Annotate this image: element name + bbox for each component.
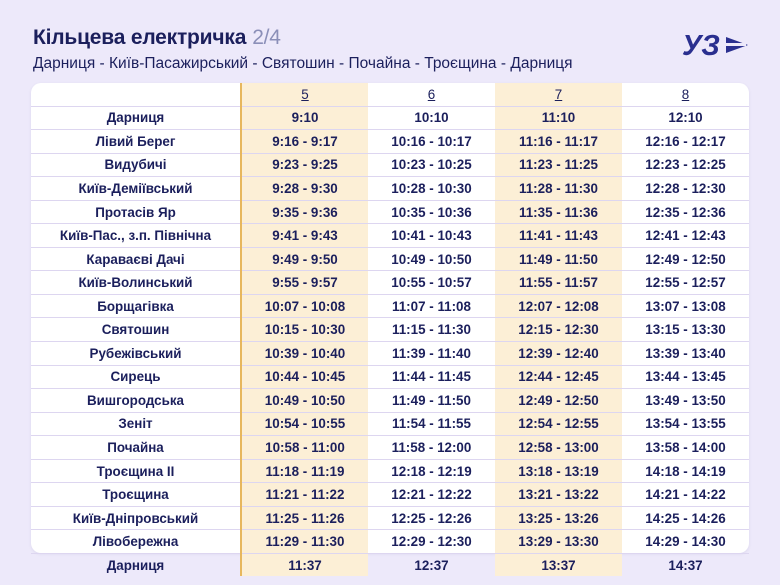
time-cell: 11:49 - 11:50: [368, 389, 495, 413]
station-name: Почайна: [31, 436, 241, 460]
train-header-row: [31, 83, 749, 106]
table-row: [31, 294, 749, 318]
time-cell: 13:37: [495, 553, 622, 576]
time-cell: 11:28 - 11:30: [495, 177, 622, 201]
train-number: 8: [622, 83, 749, 106]
station-name: Київ-Дніпровський: [31, 506, 241, 530]
station-name: Видубичі: [31, 153, 241, 177]
time-cell: 14:18 - 14:19: [622, 459, 749, 483]
station-name: Київ-Волинський: [31, 271, 241, 295]
time-cell: 12:29 - 12:30: [368, 530, 495, 554]
time-cell: 10:41 - 10:43: [368, 224, 495, 248]
time-cell: 10:44 - 10:45: [241, 365, 368, 389]
table-row: [31, 530, 749, 554]
time-cell: 13:21 - 13:22: [495, 483, 622, 507]
time-cell: 12:41 - 12:43: [622, 224, 749, 248]
table-row: [31, 318, 749, 342]
station-name: Борщагівка: [31, 294, 241, 318]
time-cell: 10:54 - 10:55: [241, 412, 368, 436]
station-name: Троєщина II: [31, 459, 241, 483]
table-row: [31, 365, 749, 389]
time-cell: 9:23 - 9:25: [241, 153, 368, 177]
timetable: [31, 83, 749, 576]
time-cell: 13:29 - 13:30: [495, 530, 622, 554]
time-cell: 11:15 - 11:30: [368, 318, 495, 342]
time-cell: 12:58 - 13:00: [495, 436, 622, 460]
station-name: Київ-Пас., з.п. Північна: [31, 224, 241, 248]
time-cell: 12:18 - 12:19: [368, 459, 495, 483]
time-cell: 10:49 - 10:50: [368, 247, 495, 271]
station-name: Протасів Яр: [31, 200, 241, 224]
time-cell: 10:28 - 10:30: [368, 177, 495, 201]
time-cell: 13:58 - 14:00: [622, 436, 749, 460]
time-cell: 12:28 - 12:30: [622, 177, 749, 201]
time-cell: 12:35 - 12:36: [622, 200, 749, 224]
station-name: Троєщина: [31, 483, 241, 507]
time-cell: 11:21 - 11:22: [241, 483, 368, 507]
time-cell: 13:18 - 13:19: [495, 459, 622, 483]
time-cell: 11:54 - 11:55: [368, 412, 495, 436]
time-cell: 12:37: [414, 557, 449, 573]
timetable-card: [31, 83, 749, 573]
time-cell: 12:23 - 12:25: [622, 153, 749, 177]
time-cell: 10:39 - 10:40: [241, 342, 368, 366]
time-cell: 11:23 - 11:25: [495, 153, 622, 177]
time-cell: 10:15 - 10:30: [241, 318, 368, 342]
station-name: Святошин: [31, 318, 241, 342]
station-name: Лівий Берег: [31, 130, 241, 154]
time-cell: 12:49 - 12:50: [622, 247, 749, 271]
uz-logo: [682, 28, 750, 67]
time-cell: 9:28 - 9:30: [241, 177, 368, 201]
table-row: [31, 553, 749, 576]
time-cell: 13:39 - 13:40: [622, 342, 749, 366]
uz-logo-icon: [682, 28, 750, 62]
time-cell: 11:37: [241, 553, 368, 576]
station-name: Зеніт: [31, 412, 241, 436]
table-row: [31, 389, 749, 413]
station-name: Київ-Деміївський: [31, 177, 241, 201]
time-cell: 10:07 - 10:08: [241, 294, 368, 318]
time-cell: 13:49 - 13:50: [622, 389, 749, 413]
time-cell: 13:25 - 13:26: [495, 506, 622, 530]
table-row: [31, 412, 749, 436]
time-cell: 10:49 - 10:50: [241, 389, 368, 413]
time-cell: 11:55 - 11:57: [495, 271, 622, 295]
table-row: [31, 271, 749, 295]
table-row: [31, 153, 749, 177]
train-number: 5: [241, 83, 368, 106]
time-cell: 12:39 - 12:40: [495, 342, 622, 366]
time-cell: 10:55 - 10:57: [368, 271, 495, 295]
header: [33, 26, 281, 50]
time-cell: 14:29 - 14:30: [622, 530, 749, 554]
time-cell: 11:25 - 11:26: [241, 506, 368, 530]
time-cell: 11:18 - 11:19: [241, 459, 368, 483]
time-cell: 12:15 - 12:30: [495, 318, 622, 342]
time-cell: 9:49 - 9:50: [241, 247, 368, 271]
time-cell: 9:55 - 9:57: [241, 271, 368, 295]
time-cell: 12:10: [622, 106, 749, 130]
time-cell: 12:55 - 12:57: [622, 271, 749, 295]
station-name: Рубежівський: [31, 342, 241, 366]
time-cell: 13:44 - 13:45: [622, 365, 749, 389]
logo-text: УЗ: [682, 30, 720, 62]
station-header: [31, 83, 241, 106]
time-cell: 14:37: [668, 557, 703, 573]
time-cell: 10:35 - 10:36: [368, 200, 495, 224]
table-row: [31, 247, 749, 271]
table-row: [31, 200, 749, 224]
time-cell: 11:29 - 11:30: [241, 530, 368, 554]
time-cell: 13:07 - 13:08: [622, 294, 749, 318]
table-row: [31, 130, 749, 154]
time-cell: 11:35 - 11:36: [495, 200, 622, 224]
table-row: [31, 106, 749, 130]
time-cell: 13:54 - 13:55: [622, 412, 749, 436]
time-cell: 11:41 - 11:43: [495, 224, 622, 248]
time-cell: 10:16 - 10:17: [368, 130, 495, 154]
table-row: [31, 177, 749, 201]
time-cell: 12:44 - 12:45: [495, 365, 622, 389]
timetable-body: [31, 106, 749, 576]
time-cell: 14:25 - 14:26: [622, 506, 749, 530]
train-number: 6: [368, 83, 495, 106]
table-row: [31, 483, 749, 507]
station-name: Сирець: [31, 365, 241, 389]
table-row: [31, 459, 749, 483]
time-cell: 12:54 - 12:55: [495, 412, 622, 436]
time-cell: 11:10: [495, 106, 622, 130]
station-name: Вишгородська: [31, 389, 241, 413]
route-subtitle: Дарниця - Київ-Пасажирський - Святошин - Почайна - Троєщина - Дарниця: [33, 55, 573, 72]
time-cell: 12:07 - 12:08: [495, 294, 622, 318]
time-cell: 10:10: [368, 106, 495, 130]
time-cell: 9:10: [241, 106, 368, 130]
time-cell: 11:58 - 12:00: [368, 436, 495, 460]
time-cell: 9:35 - 9:36: [241, 200, 368, 224]
time-cell: 12:16 - 12:17: [622, 130, 749, 154]
time-cell: 11:07 - 11:08: [368, 294, 495, 318]
time-cell: 9:41 - 9:43: [241, 224, 368, 248]
train-number: 7: [495, 83, 622, 106]
time-cell: 11:16 - 11:17: [495, 130, 622, 154]
station-name: Караваєві Дачі: [31, 247, 241, 271]
station-name: Дарниця: [31, 106, 241, 130]
table-row: [31, 436, 749, 460]
time-cell: 10:23 - 10:25: [368, 153, 495, 177]
time-cell: 13:15 - 13:30: [622, 318, 749, 342]
table-row: [31, 506, 749, 530]
page-title: [33, 26, 281, 49]
station-name: Дарниця: [106, 557, 165, 573]
time-cell: 12:21 - 12:22: [368, 483, 495, 507]
time-cell: 10:58 - 11:00: [241, 436, 368, 460]
time-cell: 11:44 - 11:45: [368, 365, 495, 389]
page-indicator: 2/4: [252, 26, 281, 49]
title-text: Кільцева електричка: [33, 26, 247, 49]
time-cell: 12:25 - 12:26: [368, 506, 495, 530]
table-row: [31, 224, 749, 248]
time-cell: 11:49 - 11:50: [495, 247, 622, 271]
station-name: Лівобережна: [31, 530, 241, 554]
time-cell: 9:16 - 9:17: [241, 130, 368, 154]
time-cell: 11:39 - 11:40: [368, 342, 495, 366]
table-row: [31, 342, 749, 366]
time-cell: 12:49 - 12:50: [495, 389, 622, 413]
time-cell: 14:21 - 14:22: [622, 483, 749, 507]
